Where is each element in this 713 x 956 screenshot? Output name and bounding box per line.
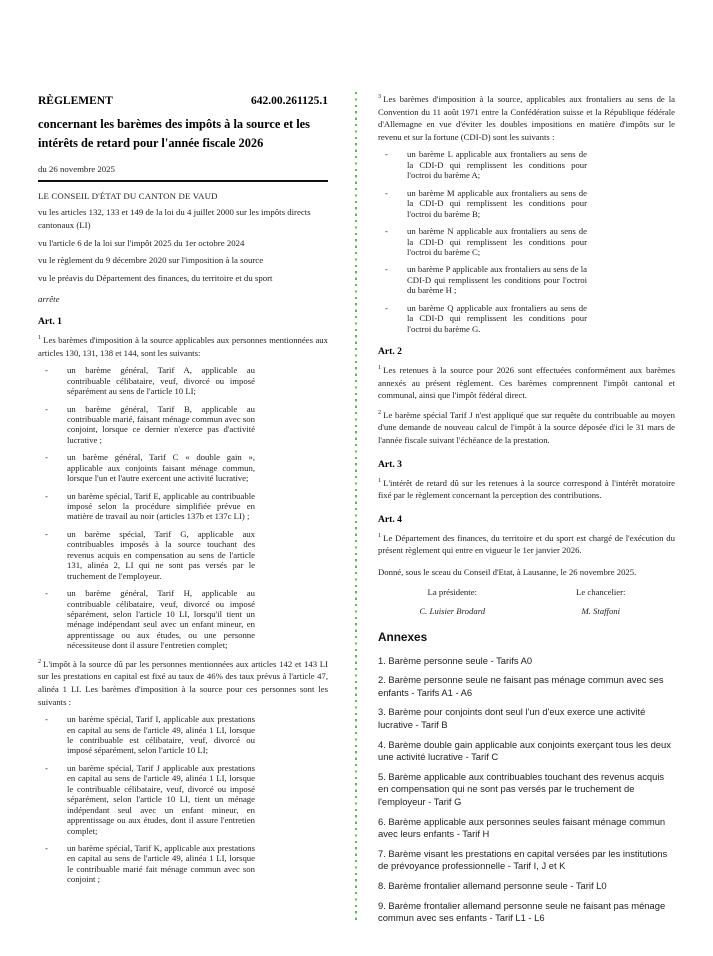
list-item: - un barème général, Tarif B, applicable au contribuable marié, faisant ménage commun avec son conjoint, lorsque ce dernier n'exerce pas d'activité lucrative ; [45, 403, 255, 445]
column-separator-dotted-line [355, 92, 357, 922]
paragraph-number: 2 [38, 657, 42, 665]
article-2-paragraph-2: $^2$ Le barème spécial Tarif J n'est appliqué que sur requête du contribuable au moyen d'une demande de nouveau calcul de l'impôt à la source déposée d'ici le 31 mars de l'année fiscale suivant l'échéance de la prestation. [378, 408, 675, 446]
signature-president [378, 587, 527, 616]
dash-bullet: - [45, 714, 48, 725]
signature-row [378, 587, 675, 616]
list-item: - un barème L applicable aux frontaliers au sens de la CDI-D qui remplissent les conditions pour l'octroi du barème A; [385, 149, 587, 181]
president-name: C. Luisier Brodard [419, 605, 486, 616]
paragraph-number: 3 [378, 93, 382, 101]
recital-line: vu les articles 132, 133 et 149 de la loi du 4 juillet 2000 sur les impôts directs cantonaux (LI) [38, 207, 311, 230]
dash-bullet: - [385, 226, 388, 237]
annex-item: 9. Barème frontalier allemand personne seule ne faisant pas ménage commun avec ses enfants - Tarif L1 - L6 [378, 899, 666, 924]
document-header [38, 95, 328, 107]
article-1-paragraph-2: $^2$ L'impôt à la source dû par les personnes mentionnées aux articles 142 et 143 LI sur les prestations en capital est fixé au taux de 46% des taux prévus à l'article 47, alinéa 1 LI. Les barèmes d'imposition à la source pour ces personnes sont les suivants : [38, 657, 328, 707]
list-item: - un barème spécial, Tarif E, applicable au contribuable imposé selon la procédure simplifiée prévue en matière de travail au noir (articles 137b et 137c LI) ; [45, 490, 255, 522]
decree-word: arrête [38, 293, 60, 304]
dash-bullet: - [385, 264, 388, 275]
article-1-heading: Art. 1 [38, 315, 62, 327]
dash-bullet: - [45, 842, 48, 853]
article-2-heading: Art. 2 [378, 346, 402, 357]
list-item: - un barème N applicable aux frontaliers au sens de la CDI-D qui remplissent les conditions pour l'octroi du barème C; [385, 226, 587, 257]
authority-line: LE CONSEIL D'ÉTAT DU CANTON DE VAUD [38, 191, 218, 202]
annexes-heading: Annexes [378, 629, 428, 644]
given-under-seal-line: Donné, sous le sceau du Conseil d'Etat, à Lausanne, le 26 novembre 2025. [378, 567, 637, 578]
dash-bullet: - [385, 302, 388, 313]
dash-bullet: - [45, 490, 48, 501]
tarif-list-frontaliers [385, 149, 675, 334]
signature-chancellor [527, 587, 676, 616]
article-4-heading: Art. 4 [378, 513, 402, 525]
chancellor-label: Le chancelier: [576, 586, 626, 597]
annex-item: 4. Barème double gain applicable aux conjoints exerçant tous les deux une activité lucrative - Tarif C [378, 738, 671, 763]
list-item: - un barème spécial, Tarif K, applicable aux prestations en capital au sens de l'article 49, alinéa 1 LI, lorsque le contribuable marié fait ménage commun avec son conjoint ; [45, 842, 255, 885]
list-item: - un barème Q applicable aux frontaliers au sens de la CDI-D qui remplissent les conditions pour l'octroi du barème G. [385, 302, 587, 334]
dash-bullet: - [45, 762, 48, 773]
list-item: - un barème général, Tarif C « double gain », applicable aux conjoints faisant ménage commun, lorsque l'un et l'autre exercent une activité lucrative; [45, 452, 255, 484]
paragraph-number: 1 [378, 364, 382, 372]
doc-number: 642.00.261125.1 [251, 95, 328, 107]
list-item: - un barème général, Tarif A, applicable au contribuable célibataire, veuf, divorcé ou imposé séparément au sens de l'article 10 LI; [45, 365, 255, 397]
annex-item: 5. Barème applicable aux contribuables touchant des revenus acquis en compensation qui ne sont pas versés par le truchement de l'employeur - Tarif G [378, 770, 665, 808]
president-label: La présidente: [427, 586, 477, 597]
dash-bullet: - [45, 403, 48, 414]
annex-item: 7. Barème visant les prestations en capital versées par les institutions de prévoyance professionnelle - Tarif I, J et K [378, 847, 668, 872]
annex-item: 1. Barème personne seule - Tarifs A0 [378, 654, 533, 666]
paragraph-number: 1 [38, 334, 42, 342]
list-item: - un barème spécial, Tarif I, applicable aux prestations en capital au sens de l'article 49, alinéa 1 LI, lorsque le contribuable est célibataire, veuf, divorcé ou imposé séparément, selon l'article 10 LI; [45, 714, 255, 756]
dash-bullet: - [45, 588, 48, 599]
article-1-paragraph-1: $^1$ Les barèmes d'imposition à la source applicables aux personnes mentionnées aux articles 130, 131, 138 et 144, sont les suivants: [38, 334, 328, 358]
list-item: - un barème spécial, Tarif J applicable aux prestations en capital au sens de l'article 49, alinéa 1 LI, lorsque le contribuable célibataire, veuf, divorcé ou imposé séparément, selon l'article 10 LI, tient un ménage indépendant seul avec un enfant mineur, en apprentissage ou aux études, dont il assure l'entretien complet; [45, 762, 255, 836]
annex-item: 3. Barème pour conjoints dont seul l'un d'eux exerce une activité lucrative - Tarif B [378, 706, 646, 731]
article-2-paragraph-1: $^1$ Les retenues à la source pour 2026 sont effectuées conformément aux barèmes annexés au présent règlement. Ces barèmes comprennent l'impôt cantonal et communal, ainsi que l'impôt fédéral direct. [378, 364, 675, 401]
right-column [378, 93, 675, 932]
paragraph-number: 2 [378, 408, 382, 416]
recital-line: vu le préavis du Département des finances, du territoire et du sport [38, 273, 273, 284]
dash-bullet: - [385, 187, 388, 198]
article-3-paragraph-1: $^1$ L'intérêt de retard dû sur les retenues à la source correspond à l'intérêt moratoire fixé par le règlement concernant la perception des contributions. [378, 476, 675, 501]
document-date: du 26 novembre 2025 [38, 164, 115, 175]
list-item: - un barème spécial, Tarif G, applicable aux contribuables imposés à la source touchant des revenus acquis en compensation au sens de l'article 131, alinéa 2, LI qui ne sont pas versés par le truchement de l'employeur. [45, 528, 255, 581]
article-1-paragraph-3: $^3$ Les barèmes d'imposition à la source, applicables aux frontaliers au sens de la Convention du 11 août 1971 entre la Confédération suisse et la République fédérale d'Allemagne en vue d'éviter les doubles impositions en matière d'impôts sur le revenu et sur la fortune (CDI-D) sont les suivants : [378, 93, 675, 142]
recital-line: vu l'article 6 de la loi sur l'impôt 2025 du 1er octobre 2024 [38, 237, 245, 248]
list-item: - un barème P applicable aux frontaliers au sens de la CDI-D qui remplissent les conditions pour l'octroi du barème H ; [385, 264, 587, 296]
annex-item: 2. Barème personne seule ne faisant pas ménage commun avec ses enfants - Tarifs A1 - A6 [378, 674, 664, 698]
list-item: - un barème M applicable aux frontaliers au sens de la CDI-D qui remplissent les conditions pour l'octroi du barème B; [385, 187, 587, 219]
dash-bullet: - [45, 365, 48, 376]
dash-bullet: - [385, 149, 388, 160]
header-rule [38, 180, 328, 182]
doc-type-label: RÈGLEMENT [38, 95, 113, 107]
document-title: concernant les barèmes des impôts à la source et les intérêts de retard pour l'année fiscale 2026 [38, 117, 310, 150]
paragraph-number: 1 [378, 476, 382, 484]
dash-bullet: - [45, 452, 48, 463]
article-3-heading: Art. 3 [378, 458, 402, 470]
article-4-paragraph-1: $^1$ Le Département des finances, du territoire et du sport est chargé de l'exécution du présent règlement qui entre en vigueur le 1er janvier 2026. [378, 531, 675, 556]
annex-item: 8. Barème frontalier allemand personne seule - Tarif L0 [378, 880, 607, 892]
tarif-list-capital [45, 714, 328, 885]
list-item: - un barème général, Tarif H, applicable au contribuable célibataire, veuf, divorcé ou imposé séparément, selon l'article 10 LI, lorsqu'il tient un ménage indépendant seul avec un enfant mineur, en apprentissage ou aux études, ou une personne nécessiteuse dont il assure l'entretien complet; [45, 588, 255, 651]
left-column [38, 95, 328, 892]
recital-line: vu le règlement du 9 décembre 2020 sur l'imposition à la source [38, 255, 264, 266]
chancellor-name: M. Staffoni [581, 605, 621, 616]
annexes-section [378, 630, 675, 925]
paragraph-number: 1 [378, 531, 382, 539]
annex-item: 6. Barème applicable aux personnes seules faisant ménage commun avec leurs enfants - Tarif H [378, 815, 666, 840]
tarif-list-general [45, 365, 328, 651]
dash-bullet: - [45, 528, 48, 539]
